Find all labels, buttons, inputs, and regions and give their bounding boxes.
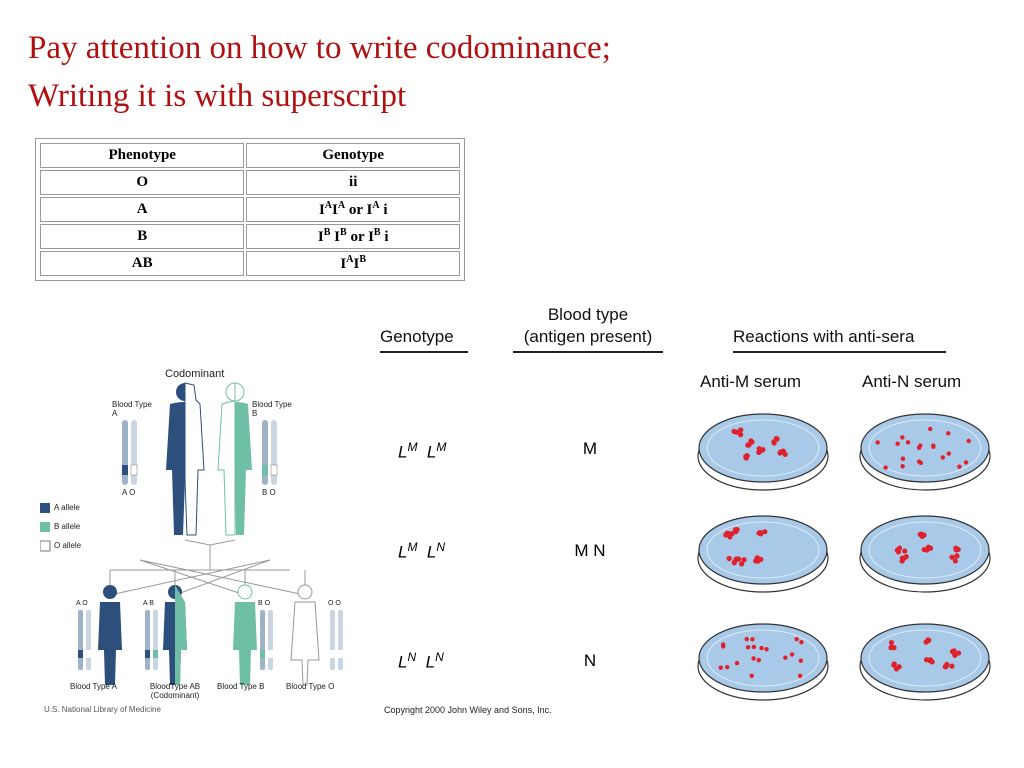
petri-dishes [370,300,1010,720]
scattered-red-cell [790,652,794,656]
legend-swatch-a [40,503,50,513]
clumped-red-cell [783,452,788,457]
clumped-red-cell [727,556,732,561]
clumped-red-cell [744,455,749,460]
clumped-red-cell [944,662,949,667]
anti-m-dish-row-3 [698,624,828,700]
clumped-red-cell [954,546,959,551]
legend-b-allele: B allele [54,522,81,531]
anti-m-dish-row-1 [698,414,828,490]
scattered-red-cell [928,427,932,431]
serum-m-label: Anti-M serum [700,372,802,391]
genotype-cell: $I^AI^B$ [246,251,460,276]
child-3-alleles: B O [258,600,271,607]
parent-b-label: Blood Type B [252,400,292,418]
anti-n-dish-row-1 [860,414,990,490]
blood-type-row-3: N [583,651,597,670]
scattered-red-cell [931,445,935,449]
scattered-red-cell [799,659,803,663]
scattered-red-cell [798,674,802,678]
phenotype-cell: B [40,224,244,249]
clumped-red-cell [956,650,961,655]
table-row [40,197,460,222]
clumped-red-cell [900,556,905,561]
scattered-red-cell [901,456,905,460]
table-row [40,251,460,276]
legend-swatch-b [40,522,50,532]
slide-title-line-2: Writing it is with superscript [28,78,407,114]
scattered-red-cell [875,440,879,444]
clumped-red-cell [949,664,954,669]
clumped-red-cell [902,548,907,553]
scattered-red-cell [883,465,887,469]
anti-m-dish-row-2 [698,516,828,592]
scattered-red-cell [799,640,803,644]
clumped-red-cell [727,534,732,539]
header-genotype: Genotype [380,327,454,346]
scattered-red-cell [906,440,910,444]
blood-type-row-2: M N [574,541,606,560]
scattered-red-cell [752,645,756,649]
clumped-red-cell [889,645,894,650]
child-1-alleles: A O [76,600,88,607]
scattered-red-cell [964,460,968,464]
clumped-red-cell [954,553,959,558]
scattered-red-cell [751,656,755,660]
slide-title-line-1: Pay attention on how to write codominance; [28,30,611,66]
clumped-red-cell [926,638,931,643]
table-header-phenotype: Phenotype [40,143,244,168]
clumped-red-cell [760,447,765,452]
genotype-cell: $I^AI^A$ or $I^A$ i [246,197,460,222]
scattered-red-cell [918,443,922,447]
genotype-row-2: $L^M$ $L^N$ [398,540,446,562]
header-bloodtype-line1: Blood type [547,305,629,324]
scattered-red-cell [919,461,923,465]
scattered-red-cell [966,439,970,443]
parent-b-chromosomes [262,420,277,485]
clumped-red-cell [758,530,763,535]
scattered-red-cell [895,442,899,446]
table-header-genotype: Genotype [246,143,460,168]
clumped-red-cell [896,664,901,669]
parent-b-alleles: B O [262,488,276,497]
genotype-cell: ii [246,170,460,195]
header-bloodtype-line2: (antigen present) [523,327,653,346]
scattered-red-cell [735,661,739,665]
clumped-red-cell [889,640,894,645]
clumped-red-cell [742,557,747,562]
clumped-red-cell [896,549,901,554]
clumped-red-cell [762,529,767,534]
child-2-label: BloodType AB (Codominant) [149,682,201,700]
scattered-red-cell [764,647,768,651]
anti-n-dish-row-3 [860,624,990,700]
scattered-red-cell [941,455,945,459]
scattered-red-cell [750,674,754,678]
header-reactions: Reactions with anti-sera [733,327,915,346]
scattered-red-cell [746,645,750,649]
scattered-red-cell [795,637,799,641]
legend-o-allele: O allele [54,541,82,550]
child-2-alleles: A B [143,600,154,607]
scattered-red-cell [759,646,763,650]
genotype-cell: $I^B$ $I^B$ or $I^B$ i [246,224,460,249]
clumped-red-cell [918,532,923,537]
pedigree-title: Codominant [165,368,225,380]
mother-figure [218,383,252,535]
clumped-red-cell [928,657,933,662]
copyright-text: Copyright 2000 John Wiley and Sons, Inc. [384,705,552,715]
scattered-red-cell [900,435,904,439]
child-figures [98,585,319,685]
scattered-red-cell [757,658,761,662]
scattered-red-cell [721,644,725,648]
parent-a-label: Blood Type A [112,400,152,418]
scattered-red-cell [957,465,961,469]
child-4-label: Blood Type O [286,682,335,691]
legend-swatch-o [40,541,50,551]
anti-n-dish-row-2 [860,516,990,592]
table-row [40,224,460,249]
clumped-red-cell [953,558,958,563]
scattered-red-cell [750,637,754,641]
genotype-table [35,138,465,281]
inheritance-lines [110,540,305,595]
scattered-red-cell [783,655,787,659]
clumped-red-cell [753,558,758,563]
clumped-red-cell [771,439,776,444]
clumped-red-cell [924,547,929,552]
genotype-row-3: $L^N$ $L^N$ [398,650,444,672]
pedigree-illustration [40,360,360,720]
father-figure [166,380,204,540]
parent-a-alleles: A O [122,488,136,497]
scattered-red-cell [719,665,723,669]
clumped-red-cell [732,560,737,565]
serum-n-label: Anti-N serum [862,372,962,391]
table-row [40,170,460,195]
clumped-red-cell [892,661,897,666]
scattered-red-cell [900,464,904,468]
genotype-row-1: $L^M$ $L^M$ [398,440,447,462]
phenotype-cell: O [40,170,244,195]
legend-a-allele: A allele [54,503,80,512]
clumped-red-cell [735,556,740,561]
blood-type-row-1: M [582,439,598,458]
parent-a-chromosomes [122,420,137,485]
scattered-red-cell [725,665,729,669]
child-4-alleles: O O [328,600,341,607]
phenotype-cell: A [40,197,244,222]
scattered-red-cell [946,431,950,435]
scattered-red-cell [745,637,749,641]
codominance-pedigree-figure [40,360,360,720]
clumped-red-cell [734,430,739,435]
child-3-label: Blood Type B [217,682,265,691]
clumped-red-cell [749,439,754,444]
pedigree-credit: U.S. National Library of Medicine [44,705,161,714]
child-1-label: Blood Type A [70,682,117,691]
phenotype-cell: AB [40,251,244,276]
mn-blood-type-figure [370,300,1010,720]
scattered-red-cell [947,451,951,455]
clumped-red-cell [777,450,782,455]
